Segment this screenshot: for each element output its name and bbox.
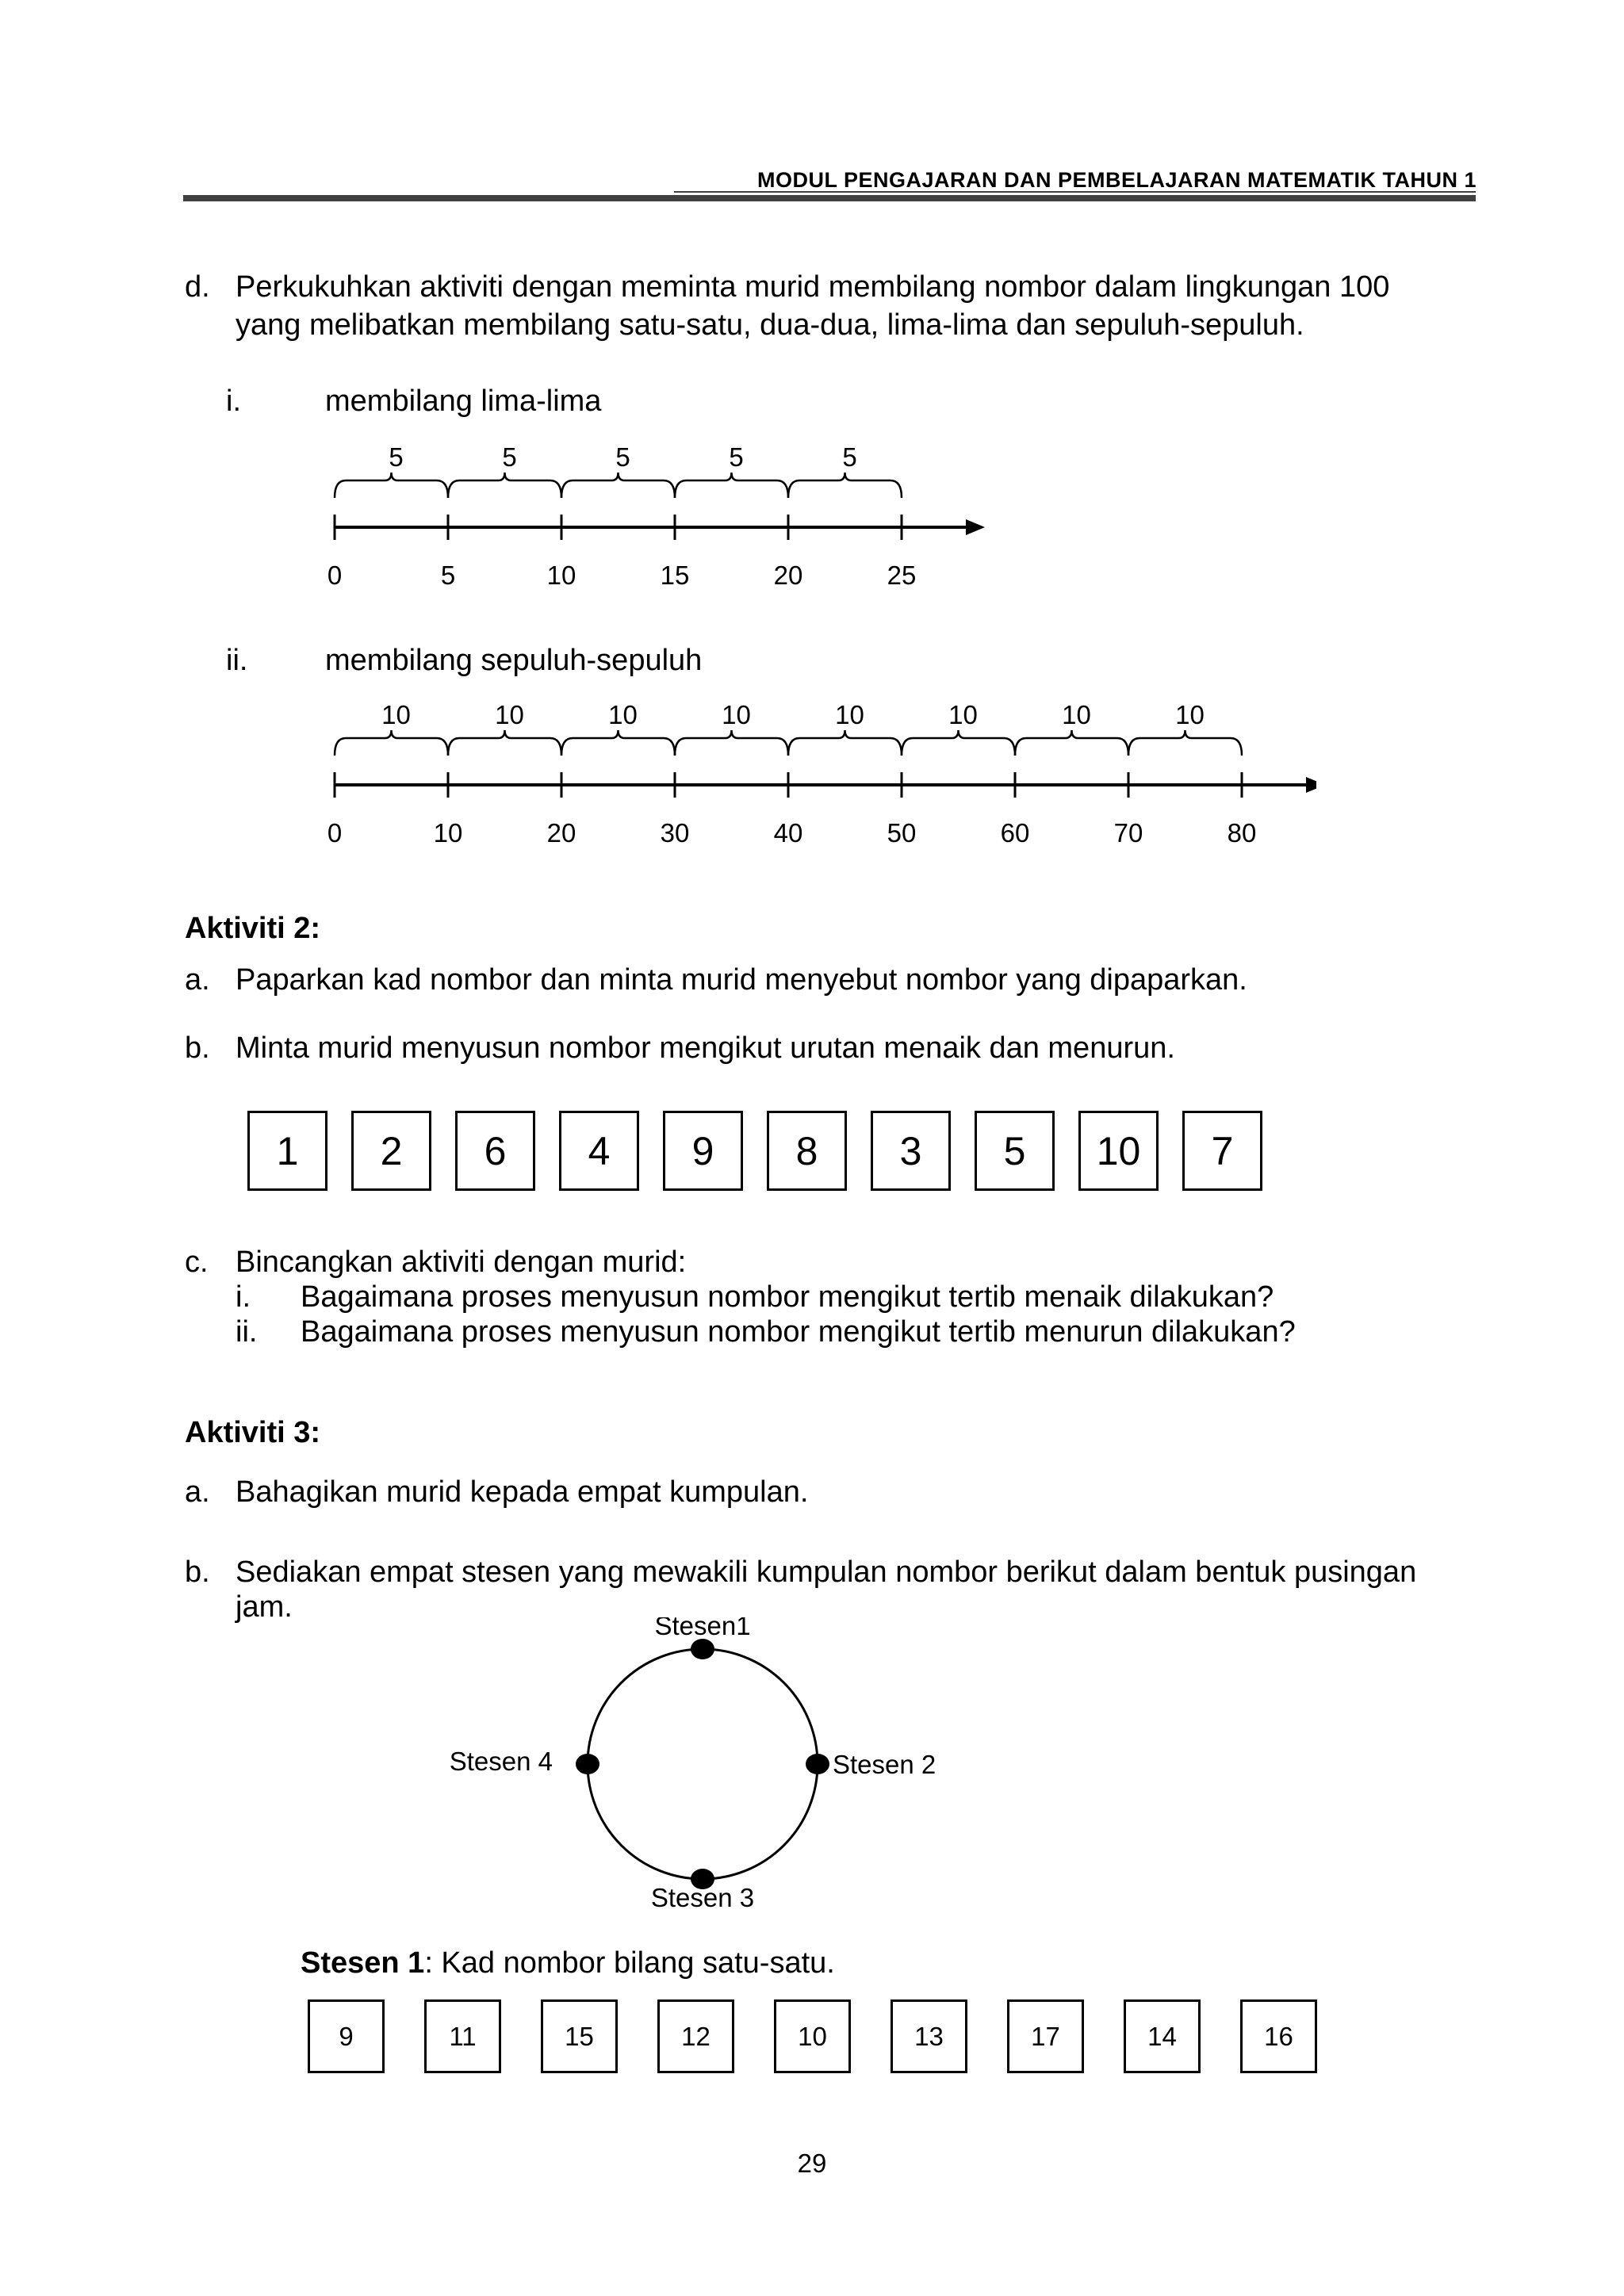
tick-label: 40 xyxy=(773,818,803,848)
station-4-dot xyxy=(576,1754,599,1774)
aktiviti-2-b-text: Minta murid menyusun nombor mengikut urutan menaik dan menurun. xyxy=(236,1031,1175,1065)
aktiviti-3-b-line2: jam. xyxy=(236,1590,293,1624)
jump-brace xyxy=(448,473,561,498)
aktiviti-2-heading: Aktiviti 2: xyxy=(185,912,321,945)
stesen-1-card: 16 xyxy=(1240,1999,1317,2073)
tick-label: 70 xyxy=(1113,818,1143,848)
stesen-1-card: 12 xyxy=(657,1999,734,2073)
tick-label: 20 xyxy=(773,561,803,590)
tick-label: 15 xyxy=(660,561,690,590)
number-card: 3 xyxy=(871,1111,951,1191)
stesen-1-card: 11 xyxy=(424,1999,501,2073)
arrow-head-icon xyxy=(1306,777,1316,793)
tick-label: 10 xyxy=(433,818,463,848)
number-card: 8 xyxy=(767,1111,847,1191)
jump-brace xyxy=(1128,730,1242,756)
tick-label: 0 xyxy=(327,561,343,590)
jump-brace xyxy=(788,473,902,498)
station-cycle-diagram xyxy=(428,1617,967,1911)
tick-label: 30 xyxy=(660,818,690,848)
number-card: 6 xyxy=(455,1111,535,1191)
tick-label: 25 xyxy=(887,561,917,590)
jump-brace xyxy=(335,730,448,756)
aktiviti-2-c-text: Bincangkan aktiviti dengan murid: xyxy=(236,1246,687,1279)
stesen-1-card: 17 xyxy=(1007,1999,1084,2073)
station-4-label: Stesen 4 xyxy=(449,1747,553,1776)
stesen-1-card: 15 xyxy=(541,1999,618,2073)
aktiviti-3-a-text: Bahagikan murid kepada empat kumpulan. xyxy=(236,1475,809,1509)
number-line-tens xyxy=(317,702,1316,860)
jump-label: 10 xyxy=(381,702,411,729)
header-rule-thin xyxy=(674,191,1476,193)
aktiviti-2-c-ii-marker: ii. xyxy=(236,1315,258,1349)
jump-brace xyxy=(788,730,902,756)
sub-label-count-tens: membilang sepuluh-sepuluh xyxy=(325,644,703,677)
aktiviti-3-b-line1: Sediakan empat stesen yang mewakili kumpulan nombor berikut dalam bentuk pusingan xyxy=(236,1556,1417,1589)
aktiviti-3-heading: Aktiviti 3: xyxy=(185,1416,321,1449)
sub-marker-ii: ii. xyxy=(226,644,248,677)
jump-brace xyxy=(448,730,561,756)
jump-label: 5 xyxy=(502,444,517,472)
jump-label: 10 xyxy=(1175,702,1205,729)
jump-label: 5 xyxy=(729,444,744,472)
stesen-1-caption xyxy=(301,1945,835,1981)
aktiviti-2-a-text: Paparkan kad nombor dan minta murid menyebut nombor yang dipaparkan. xyxy=(236,963,1247,997)
aktiviti-3-a-marker: a. xyxy=(185,1475,210,1509)
stesen-1-card: 10 xyxy=(774,1999,851,2073)
jump-label: 10 xyxy=(948,702,978,729)
item-marker-d: d. xyxy=(185,270,210,304)
station-2-label: Stesen 2 xyxy=(833,1750,936,1779)
jump-brace xyxy=(335,473,448,498)
aktiviti-3-b-marker: b. xyxy=(185,1556,210,1589)
aktiviti-2-a-marker: a. xyxy=(185,963,210,997)
tick-label: 60 xyxy=(1000,818,1030,848)
number-card: 1 xyxy=(247,1111,327,1191)
stesen-1-card: 13 xyxy=(891,1999,967,2073)
number-line-fives xyxy=(317,444,999,603)
jump-label: 10 xyxy=(835,702,864,729)
jump-brace xyxy=(675,730,788,756)
number-card: 7 xyxy=(1182,1111,1262,1191)
jump-label: 5 xyxy=(842,444,857,472)
tick-label: 20 xyxy=(546,818,576,848)
aktiviti-2-b-marker: b. xyxy=(185,1031,210,1065)
sub-label-count-fives: membilang lima-lima xyxy=(325,385,602,418)
jump-brace xyxy=(561,473,675,498)
jump-brace xyxy=(675,473,788,498)
number-card: 5 xyxy=(975,1111,1055,1191)
running-header: MODUL PENGAJARAN DAN PEMBELAJARAN MATEMATIK TAHUN 1 xyxy=(756,168,1477,192)
stesen-1-card: 14 xyxy=(1124,1999,1201,2073)
tick-label: 5 xyxy=(440,561,456,590)
number-card: 10 xyxy=(1078,1111,1159,1191)
aktiviti-2-c-i-marker: i. xyxy=(236,1280,251,1314)
number-card: 4 xyxy=(559,1111,639,1191)
jump-label: 10 xyxy=(608,702,638,729)
jump-label: 10 xyxy=(1062,702,1091,729)
jump-brace xyxy=(902,730,1015,756)
aktiviti-2-c-ii-text: Bagaimana proses menyusun nombor mengikut tertib menurun dilakukan? xyxy=(301,1315,1296,1349)
jump-brace xyxy=(561,730,675,756)
number-card: 9 xyxy=(663,1111,743,1191)
aktiviti-2-c-i-text: Bagaimana proses menyusun nombor mengikut tertib menaik dilakukan? xyxy=(301,1280,1274,1314)
aktiviti-2-c-marker: c. xyxy=(185,1246,209,1279)
station-1-label: Stesen1 xyxy=(654,1617,751,1640)
station-circle xyxy=(588,1649,818,1879)
sub-marker-i: i. xyxy=(226,385,241,418)
tick-label: 80 xyxy=(1227,818,1257,848)
jump-label: 5 xyxy=(389,444,404,472)
section-d-line1: Perkukuhkan aktiviti dengan meminta murid membilang nombor dalam lingkungan 100 xyxy=(236,270,1390,304)
section-d-line2: yang melibatkan membilang satu-satu, dua-dua, lima-lima dan sepuluh-sepuluh. xyxy=(236,308,1304,342)
station-1-dot xyxy=(691,1639,714,1659)
header-rule xyxy=(183,195,1476,201)
jump-label: 10 xyxy=(722,702,751,729)
stesen-1-caption-rest: : Kad nombor bilang satu-satu. xyxy=(424,1946,835,1980)
page-number: 29 xyxy=(797,2149,827,2178)
tick-label: 10 xyxy=(546,561,576,590)
stesen-1-card: 9 xyxy=(308,1999,385,2073)
jump-label: 5 xyxy=(615,444,630,472)
tick-label: 0 xyxy=(327,818,343,848)
jump-brace xyxy=(1015,730,1128,756)
station-3-label: Stesen 3 xyxy=(650,1883,755,1911)
station-2-dot xyxy=(806,1754,829,1774)
jump-label: 10 xyxy=(495,702,524,729)
tick-label: 50 xyxy=(887,818,917,848)
number-card: 2 xyxy=(351,1111,431,1191)
stesen-1-caption-bold: Stesen 1 xyxy=(301,1946,425,1980)
arrow-head-icon xyxy=(966,519,985,535)
